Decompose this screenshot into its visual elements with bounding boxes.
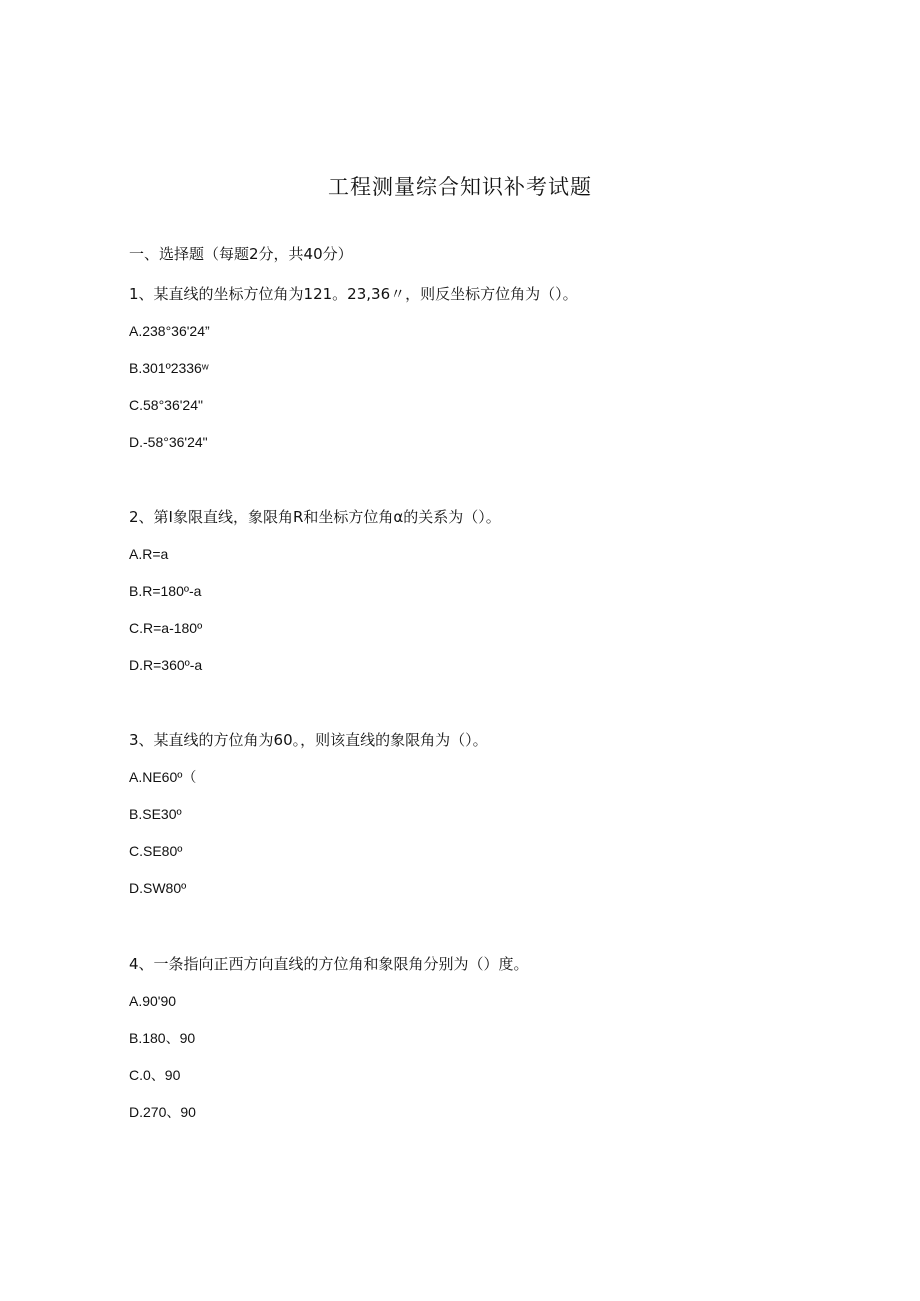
option-a: A.90'90	[129, 993, 177, 1009]
option-d: D.-58°36'24"	[129, 434, 208, 450]
option-b: B.301º2336ʷ	[129, 360, 209, 376]
question-text: 1、某直线的坐标方位角为121。23,36〃，则反坐标方位角为（）。	[129, 285, 578, 303]
option-d: D.SW80º	[129, 880, 187, 896]
option-c: C.58°36'24"	[129, 397, 203, 413]
option-a: A.238°36'24”	[129, 323, 210, 339]
question-1	[129, 284, 829, 452]
option-a: A.R=a	[129, 546, 169, 562]
option-b: B.180、90	[129, 1030, 196, 1046]
question-4	[129, 954, 829, 1122]
question-2	[129, 507, 829, 675]
option-b: B.SE30º	[129, 806, 182, 822]
question-text: 4、一条指向正西方向直线的方位角和象限角分别为（）度。	[129, 955, 529, 973]
question-3	[129, 730, 829, 898]
question-text: 3、某直线的方位角为60。，则该直线的象限角为（）。	[129, 731, 488, 749]
option-d: D.R=360º-a	[129, 657, 203, 673]
option-c: C.SE80º	[129, 843, 183, 859]
option-c: C.0、90	[129, 1067, 181, 1083]
option-a: A.NE60º（	[129, 769, 197, 785]
section-heading: 一、选择题（每题2分，共40分）	[129, 245, 353, 263]
question-text: 2、第I象限直线，象限角R和坐标方位角α的关系为（）。	[129, 508, 501, 526]
option-c: C.R=a-180º	[129, 620, 203, 636]
option-b: B.R=180º-a	[129, 583, 202, 599]
page-title: 工程测量综合知识补考试题	[328, 175, 592, 199]
option-d: D.270、90	[129, 1104, 196, 1120]
